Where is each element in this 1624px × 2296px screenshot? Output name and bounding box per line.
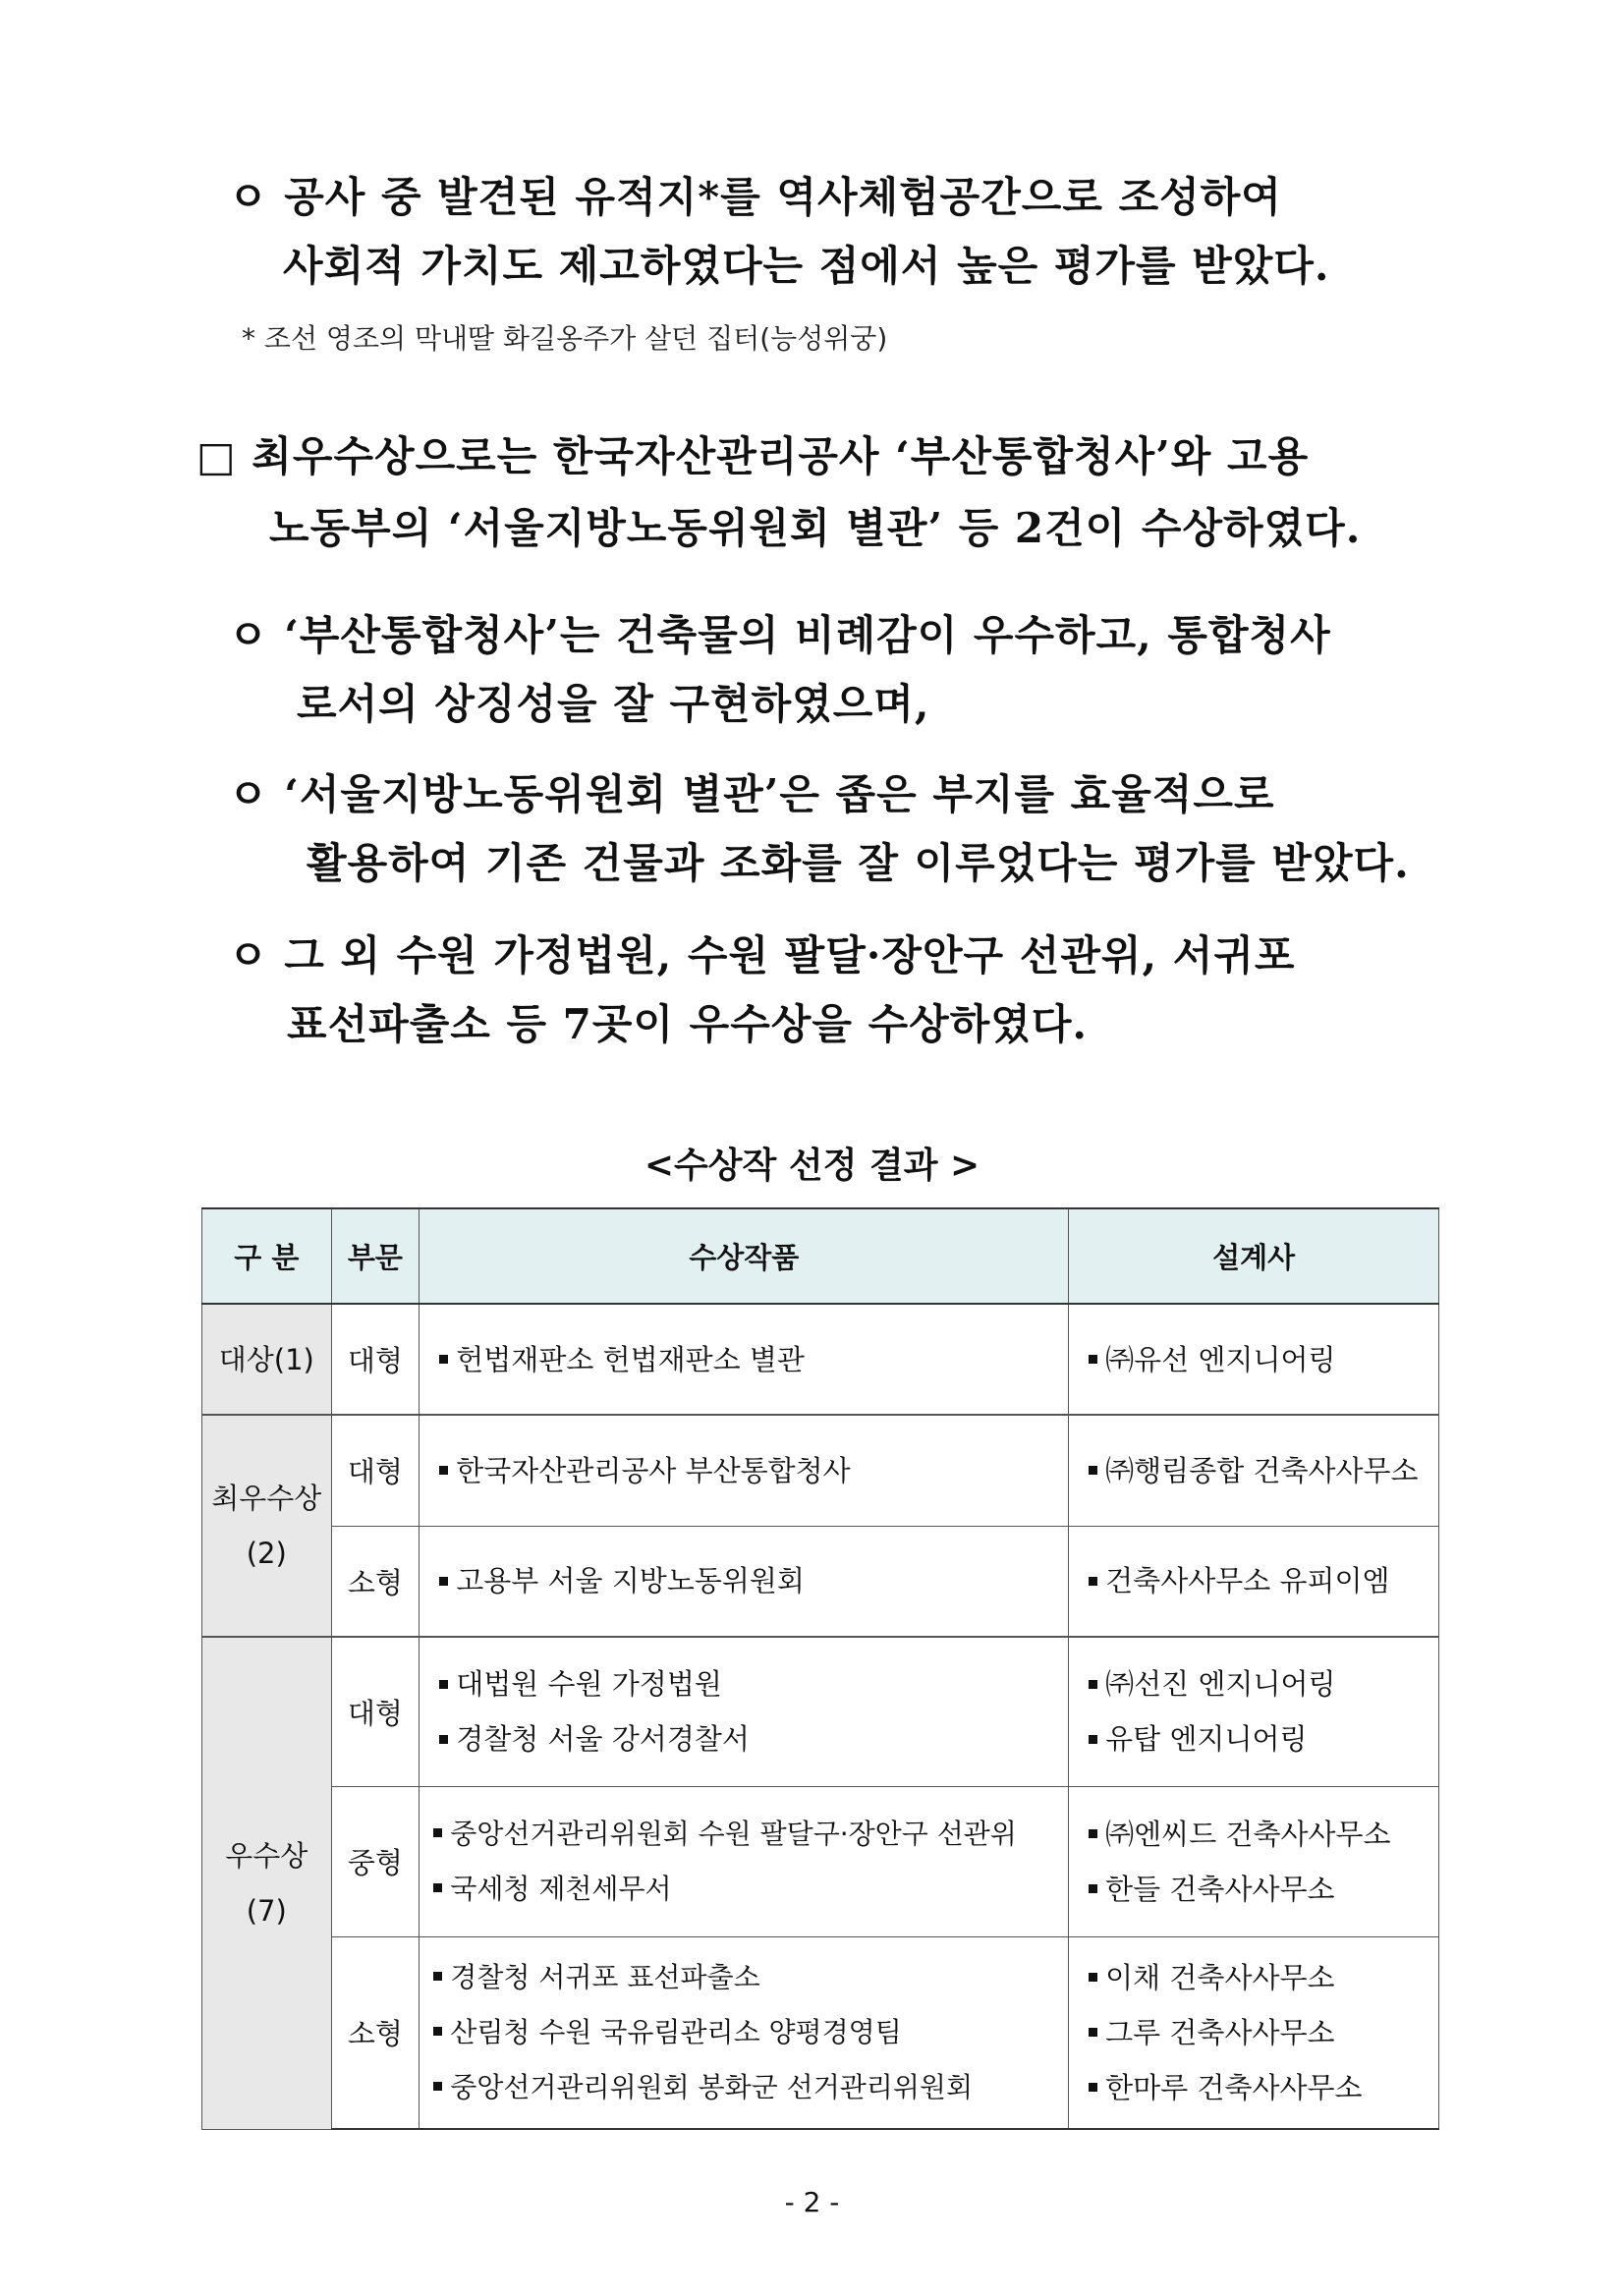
designer-cell — [1069, 1526, 1439, 1637]
division-cell: 대형 — [331, 1304, 420, 1415]
designer-cell — [1069, 1637, 1439, 1786]
work-cell — [420, 1936, 1069, 2129]
list-item: 유탑 엔지니어링 — [1089, 1711, 1438, 1766]
category-cell: 우수상 (7) — [202, 1637, 332, 2129]
header-work: 수상작품 — [420, 1208, 1069, 1304]
bullet-icon — [1089, 1973, 1097, 1982]
header-designer: 설계사 — [1069, 1208, 1439, 1304]
bullet-icon — [433, 2082, 442, 2091]
list-item: 한들 건축사사무소 — [1089, 1862, 1438, 1917]
bullet-icon — [1089, 1829, 1097, 1838]
paragraph-line: ㅇ ‘서울지방노동위원회 별관’은 좁은 부지를 효율적으로 — [228, 770, 1275, 818]
list-item: 헌법재판소 헌법재판소 별관 — [439, 1332, 1068, 1387]
table-row — [202, 1526, 1439, 1637]
designer-cell — [1069, 1304, 1439, 1415]
designer-cell — [1069, 1415, 1439, 1526]
bullet-icon — [439, 1577, 448, 1586]
bullet-icon — [1089, 2028, 1097, 2037]
list-item: 고용부 서울 지방노동위원회 — [439, 1553, 1068, 1608]
work-cell — [420, 1786, 1069, 1936]
header-category: 구 분 — [202, 1208, 332, 1304]
paragraph-others — [228, 922, 1295, 1059]
bullet-icon — [1089, 2083, 1097, 2092]
work-cell — [420, 1304, 1069, 1415]
category-cell: 대상(1) — [202, 1304, 332, 1415]
category-cell: 최우수상 (2) — [202, 1415, 332, 1637]
list-item: ㈜엔씨드 건축사사무소 — [1089, 1807, 1438, 1862]
list-item: 그루 건축사사무소 — [1089, 2005, 1438, 2060]
paragraph-line: ㅇ 공사 중 발견된 유적지*를 역사체험공간으로 조성하여 — [228, 173, 1282, 221]
paragraph-line: 로서의 상징성을 잘 구현하였으며, — [297, 680, 930, 728]
paragraph-busan — [228, 601, 1331, 739]
page-number: - 2 - — [784, 2186, 840, 2218]
division-cell: 소형 — [331, 1936, 420, 2129]
paragraph-historic-site — [228, 163, 1330, 301]
table-row — [202, 1786, 1439, 1936]
bullet-icon — [439, 1735, 448, 1744]
list-item: ㈜행림종합 건축사사무소 — [1089, 1443, 1438, 1498]
bullet-icon — [1089, 1680, 1097, 1689]
division-cell: 소형 — [331, 1526, 420, 1637]
division-cell: 중형 — [331, 1786, 420, 1936]
paragraph-top-award — [196, 420, 1361, 564]
list-item: 건축사사무소 유피이엠 — [1089, 1553, 1438, 1608]
work-cell — [420, 1415, 1069, 1526]
bullet-icon — [1089, 1577, 1097, 1586]
table-row — [202, 1304, 1439, 1415]
paragraph-line: ㅇ ‘부산통합청사’는 건축물의 비례감이 우수하고, 통합청사 — [228, 611, 1331, 659]
bullet-icon — [433, 1883, 442, 1892]
bullet-icon — [433, 1972, 442, 1981]
table-row — [202, 1936, 1439, 2129]
list-item: 경찰청 서귀포 표선파출소 — [433, 1950, 1068, 2005]
list-item: 국세청 제천세무서 — [433, 1862, 1068, 1917]
table-caption: <수상작 선정 결과 > — [644, 1145, 980, 1186]
list-item: 산림청 수원 국유림관리소 양평경영팀 — [433, 2005, 1068, 2060]
designer-cell — [1069, 1786, 1439, 1936]
list-item: 이채 건축사사무소 — [1089, 1950, 1438, 2005]
bullet-icon — [1089, 1466, 1097, 1475]
bullet-icon — [433, 1828, 442, 1837]
list-item: 경찰청 서울 강서경찰서 — [439, 1711, 1068, 1766]
work-cell — [420, 1637, 1069, 1786]
paragraph-line: □ 최우수상으로는 한국자산관리공사 ‘부산통합청사’와 고용 — [196, 432, 1310, 480]
list-item: 중앙선거관리위원회 수원 팔달구·장안구 선관위 — [433, 1807, 1068, 1862]
paragraph-line: 사회적 가치도 제고하였다는 점에서 높은 평가를 받았다. — [283, 242, 1330, 290]
table-row — [202, 1637, 1439, 1786]
bullet-icon — [1089, 1884, 1097, 1893]
paragraph-line: 활용하여 기존 건물과 조화를 잘 이루었다는 평가를 받았다. — [307, 839, 1410, 887]
bullet-icon — [433, 2027, 442, 2036]
bullet-icon — [1089, 1355, 1097, 1364]
footnote: * 조선 영조의 막내딸 화길옹주가 살던 집터(능성위궁) — [242, 322, 888, 355]
division-cell: 대형 — [331, 1637, 420, 1786]
list-item: 중앙선거관리위원회 봉화군 선거관리위원회 — [433, 2060, 1068, 2115]
paragraph-seoul-annex — [228, 760, 1410, 898]
list-item: 대법원 수원 가정법원 — [439, 1656, 1068, 1711]
work-cell — [420, 1526, 1069, 1637]
results-table — [201, 1207, 1439, 2130]
header-division: 부문 — [331, 1208, 420, 1304]
list-item: 한국자산관리공사 부산통합청사 — [439, 1443, 1068, 1498]
paragraph-line: ㅇ 그 외 수원 가정법원, 수원 팔달·장안구 선관위, 서귀포 — [228, 931, 1296, 980]
paragraph-line: 노동부의 ‘서울지방노동위원회 별관’ 등 2건이 수상하였다. — [269, 504, 1362, 552]
bullet-icon — [439, 1355, 448, 1364]
list-item: 한마루 건축사사무소 — [1089, 2060, 1438, 2115]
table-header-row — [202, 1208, 1439, 1304]
paragraph-line: 표선파출소 등 7곳이 우수상을 수상하였다. — [287, 1000, 1089, 1048]
designer-cell — [1069, 1936, 1439, 2129]
bullet-icon — [1089, 1735, 1097, 1744]
bullet-icon — [439, 1466, 448, 1475]
division-cell: 대형 — [331, 1415, 420, 1526]
bullet-icon — [439, 1680, 448, 1689]
list-item: ㈜선진 엔지니어링 — [1089, 1656, 1438, 1711]
table-row — [202, 1415, 1439, 1526]
list-item: ㈜유선 엔지니어링 — [1089, 1332, 1438, 1387]
